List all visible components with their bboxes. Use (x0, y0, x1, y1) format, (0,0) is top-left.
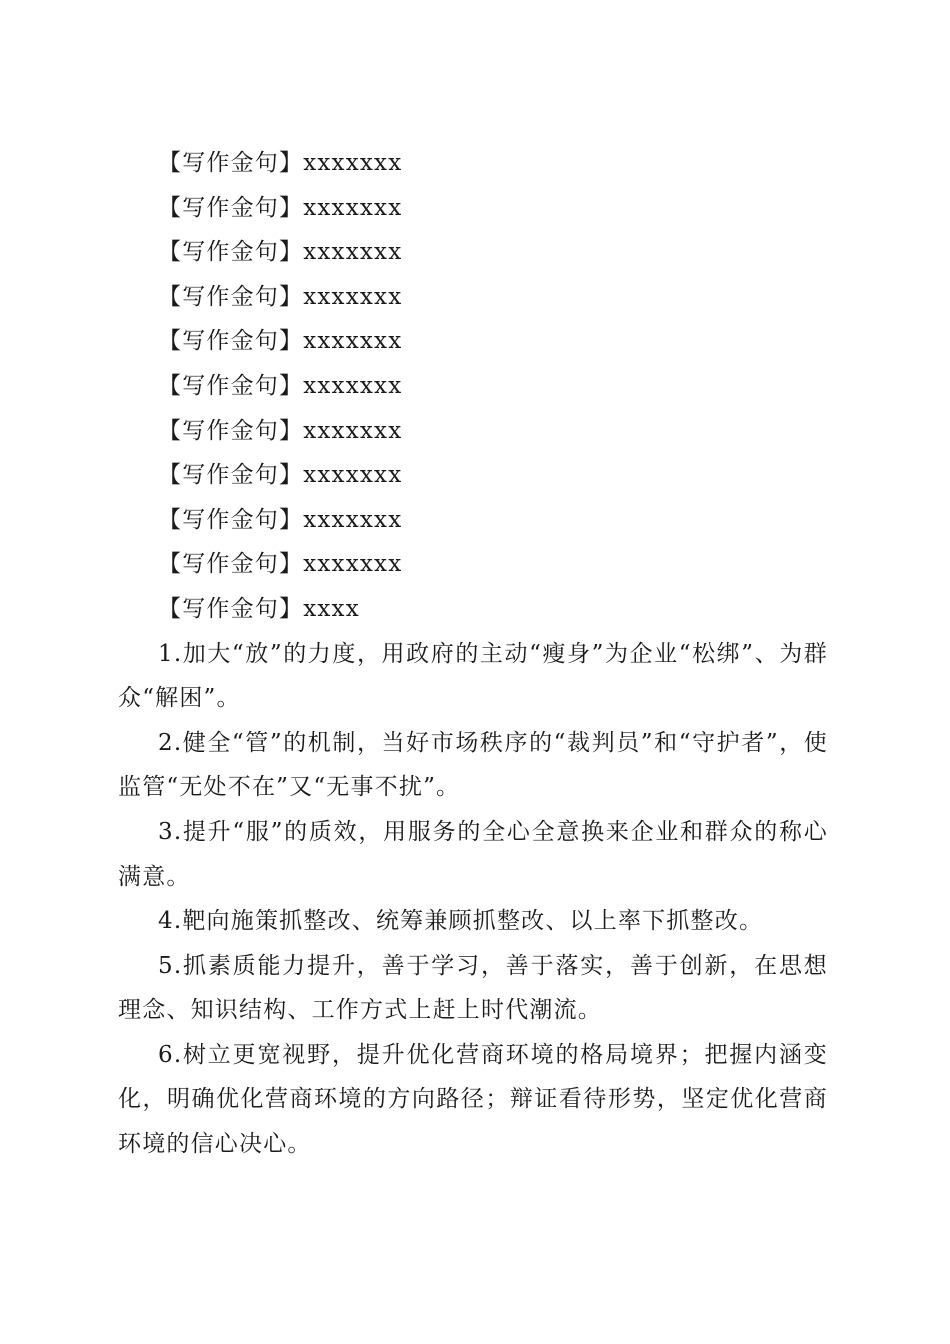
golden-sentence-line: 【写作金句】xxxx (158, 595, 360, 622)
numbered-paragraph-2: 2.健全“管”的机制，当好市场秩序的“裁判员”和“守护者”，使监管“无处不在”又“无事不扰”。 (118, 729, 828, 801)
golden-sentence-line: 【写作金句】xxxxxxx (158, 551, 403, 578)
numbered-paragraph-6: 6.树立更宽视野，提升优化营商环境的格局境界；把握内涵变化，明确优化营商环境的方向路径；辩证看待形势，坚定优化营商环境的信心决心。 (118, 1041, 828, 1158)
golden-sentence-line: 【写作金句】xxxxxxx (158, 417, 403, 444)
document-body (118, 141, 828, 1167)
numbered-paragraph-5: 5.抓素质能力提升，善于学习，善于落实，善于创新，在思想理念、知识结构、工作方式上赶上时代潮流。 (118, 952, 828, 1024)
golden-sentence-line: 【写作金句】xxxxxxx (158, 328, 403, 355)
golden-sentence-line: 【写作金句】xxxxxxx (158, 194, 403, 221)
numbered-paragraph-3: 3.提升“服”的质效，用服务的全心全意换来企业和群众的称心满意。 (118, 818, 828, 890)
golden-sentence-line: 【写作金句】xxxxxxx (158, 506, 403, 533)
golden-sentence-line: 【写作金句】xxxxxxx (158, 283, 403, 310)
golden-sentence-line: 【写作金句】xxxxxxx (158, 372, 403, 399)
golden-sentence-line: 【写作金句】xxxxxxx (158, 239, 403, 266)
numbered-paragraph-1: 1.加大“放”的力度，用政府的主动“瘦身”为企业“松绑”、为群众“解困”。 (118, 640, 828, 712)
golden-sentence-line: 【写作金句】xxxxxxx (158, 150, 403, 176)
golden-sentence-line: 【写作金句】xxxxxxx (158, 462, 403, 489)
numbered-paragraph-4: 4.靶向施策抓整改、统筹兼顾抓整改、以上率下抓整改。 (158, 908, 764, 935)
